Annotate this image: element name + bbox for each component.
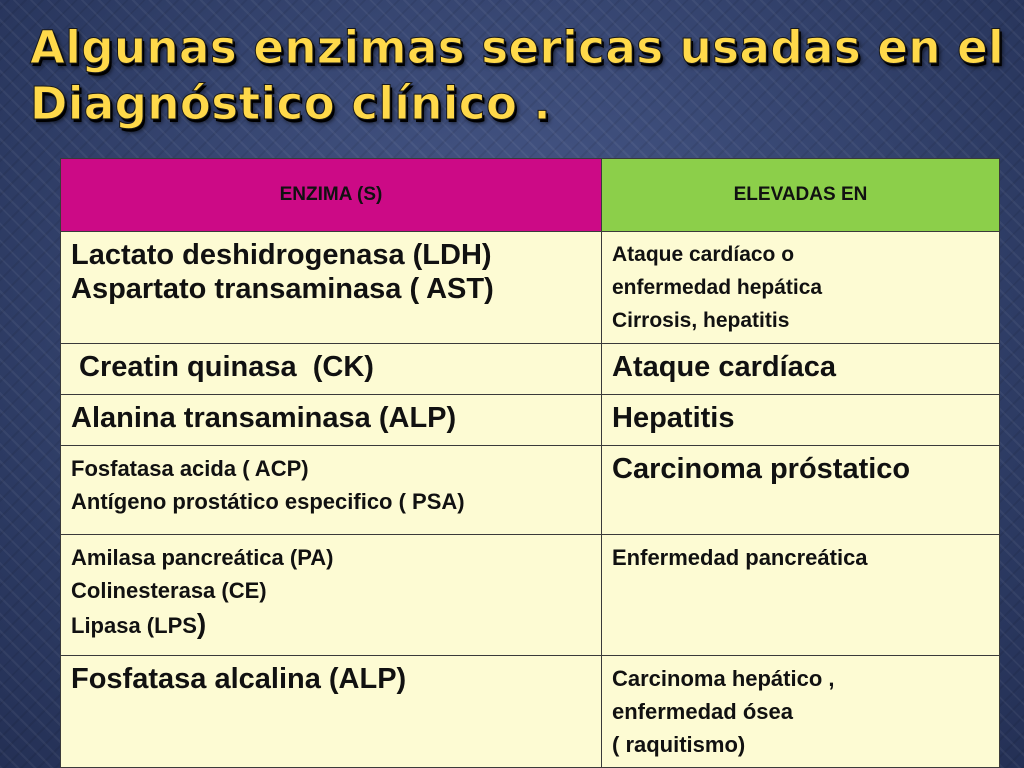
slide-title-line-1: Algunas enzimas sericas usadas en el (30, 21, 1005, 74)
elevadas-text: Carcinoma próstatico (612, 453, 911, 485)
elevadas-text: enfermedad ósea (612, 699, 793, 724)
elevadas-cell (602, 446, 1000, 535)
table-row (61, 395, 1000, 446)
header-enzima: ENZIMA (S) (61, 159, 602, 232)
enzima-cell (61, 535, 602, 656)
enzymes-table (60, 158, 1000, 768)
table-row (61, 656, 1000, 768)
table-row (61, 344, 1000, 395)
enzima-cell (61, 344, 602, 395)
enzima-text-part: Lipasa (LPS (71, 613, 197, 638)
elevadas-cell (602, 535, 1000, 656)
enzima-text: Alanina transaminasa (ALP) (71, 402, 457, 434)
table-row (61, 446, 1000, 535)
elevadas-text: enfermedad hepática (612, 276, 823, 299)
elevadas-text: Ataque cardíaca (612, 351, 837, 383)
enzima-cell (61, 656, 602, 768)
enzima-text: Colinesterasa (CE) (71, 578, 267, 603)
enzima-text-part: ) (196, 608, 207, 639)
elevadas-cell (602, 656, 1000, 768)
enzima-cell (61, 395, 602, 446)
enzima-text: Lactato deshidrogenasa (LDH) (71, 239, 492, 271)
elevadas-text: Hepatitis (612, 402, 735, 434)
enzima-text: Fosfatasa acida ( ACP) (71, 456, 309, 481)
elevadas-cell (602, 344, 1000, 395)
table-row (61, 232, 1000, 344)
elevadas-text: Enfermedad pancreática (612, 545, 868, 570)
enzima-text: Antígeno prostático especifico ( PSA) (71, 489, 465, 514)
enzima-text: Creatin quinasa (CK) (71, 351, 374, 383)
header-elevadas-en: ELEVADAS EN (602, 159, 1000, 232)
enzima-cell (61, 446, 602, 535)
table-row (61, 535, 1000, 656)
enzima-cell (61, 232, 602, 344)
elevadas-cell (602, 232, 1000, 344)
enzima-text (71, 607, 591, 642)
elevadas-text: Carcinoma hepático , (612, 666, 835, 691)
elevadas-text: ( raquitismo) (612, 732, 746, 757)
slide-title-line-2: Diagnóstico clínico . (30, 77, 552, 130)
elevadas-text: Cirrosis, hepatitis (612, 309, 790, 332)
table-header-row (61, 159, 1000, 232)
elevadas-cell (602, 395, 1000, 446)
elevadas-text: Ataque cardíaco o (612, 243, 795, 266)
enzima-text: Fosfatasa alcalina (ALP) (71, 663, 407, 695)
slide-title (30, 20, 1010, 132)
enzima-text: Amilasa pancreática (PA) (71, 545, 334, 570)
enzima-text: Aspartato transaminasa ( AST) (71, 273, 494, 305)
